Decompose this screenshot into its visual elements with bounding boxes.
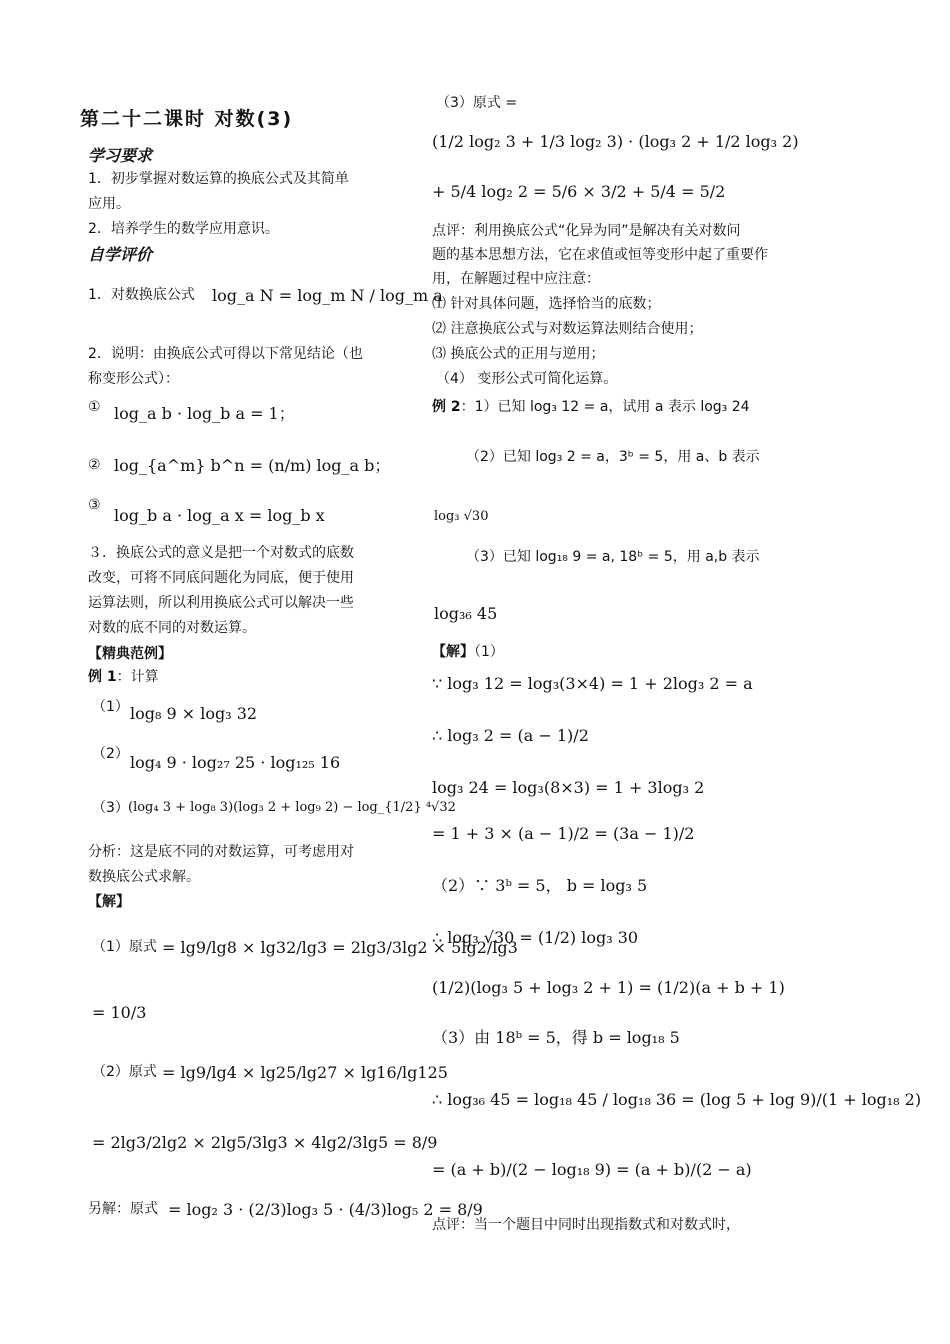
solution-step-4: = 1 + 3 × (a − 1)/2 = (3a − 1)/2 (432, 824, 695, 843)
conclusion-2: log_{a^m} b^n = (n/m) log_a b； (114, 456, 391, 475)
remark-line-1: 2．说明：由换底公式可得以下常见结论（也 (88, 346, 363, 362)
solution-step-1: ∵ log₃ 12 = log₃(3×4) = 1 + 2log₃ 2 = a (432, 674, 753, 693)
solution-heading: 【解】 (88, 894, 130, 910)
conclusion-2-marker: ② (88, 457, 101, 473)
comment-line-1: 点评：利用换底公式“化异为同”是解决有关对数问 (432, 223, 741, 239)
example-2-solution-heading: 【解】 (432, 644, 474, 660)
example-2-question-3: （3）已知 log₁₈ 9 = a, 18ᵇ = 5，用 a,b 表示 (466, 549, 760, 565)
example-2-question-2: （2）已知 log₃ 2 = a，3ᵇ = 5，用 a、b 表示 (466, 449, 760, 465)
example-1-label: 例 1 (88, 669, 117, 685)
requirement-1-cont: 应用。 (88, 196, 130, 212)
requirement-1: 1．初步掌握对数运算的换底公式及其简单 (88, 171, 349, 187)
conclusion-1-marker: ① (88, 399, 101, 415)
problem-1: log₈ 9 × log₃ 32 (130, 704, 258, 723)
meaning-line-1: ３．换底公式的意义是把一个对数式的底数 (88, 545, 354, 561)
example-1-heading (88, 670, 159, 684)
solution-2-label: （2）原式 (92, 1064, 157, 1080)
final-comment: 点评：当一个题目中同时出现指数式和对数式时， (432, 1217, 740, 1233)
conclusion-1: log_a b · log_b a = 1； (114, 404, 295, 423)
conclusion-3: log_b a · log_a x = log_b x (114, 506, 325, 525)
example-2-question-2-target: log₃ √30 (434, 509, 489, 524)
comment-item-3: ⑶ 换底公式的正用与逆用； (432, 346, 605, 362)
example-2-label: 例 2 (432, 399, 461, 415)
examples-heading: 【精典范例】 (88, 646, 172, 662)
remark-line-2: 称变形公式）： (88, 371, 179, 387)
meaning-line-3: 运算法则，所以利用换底公式可以解决一些 (88, 595, 354, 611)
problem-2: log₄ 9 · log₂₇ 25 · log₁₂₅ 16 (130, 753, 341, 772)
analysis-line-2: 数换底公式求解。 (88, 869, 200, 885)
comment-line-2: 题的基本思想方法，它在求值或恒等变形中起了重要作 (432, 247, 768, 263)
problem-1-label: （1） (92, 699, 129, 715)
solution-step-9: ∴ log₃₆ 45 = log₁₈ 45 / log₁₈ 36 = (log 5 + log 9)/(1 + log₁₈ 2) (432, 1090, 922, 1109)
solution-step-3: log₃ 24 = log₃(8×3) = 1 + 3log₃ 2 (432, 778, 705, 797)
solution-step-2: ∴ log₃ 2 = (a − 1)/2 (432, 726, 589, 745)
comment-item-4: （4） 变形公式可简化运算。 (436, 371, 618, 387)
solution-step-5: （2）∵ 3ᵇ = 5， b = log₃ 5 (432, 876, 648, 895)
meaning-line-2: 改变，可将不同底问题化为同底，便于使用 (88, 570, 354, 586)
example-2-text-1: ：1）已知 log₃ 12 = a，试用 a 表示 log₃ 24 (460, 399, 750, 415)
problem-2-label: （2） (92, 746, 129, 762)
alternative-solution: = log₂ 3 · (2/3)log₃ 5 · (4/3)log₅ 2 = 8/9 (168, 1200, 483, 1219)
conclusion-3-marker: ③ (88, 497, 101, 513)
self-study-heading: 自学评价 (88, 245, 153, 264)
example-2-question-1 (432, 400, 750, 414)
problem-3: (log₄ 3 + log₈ 3)(log₃ 2 + log₉ 2) − log_{1/2} ⁴√32 (128, 800, 456, 815)
comment-line-3: 用，在解题过程中应注意： (432, 271, 600, 287)
problem-3-label: （3） (92, 800, 129, 816)
solution-step-10: = (a + b)/(2 − log₁₈ 9) = (a + b)/(2 − a) (432, 1160, 752, 1179)
solution-2: = lg9/lg4 × lg25/lg27 × lg16/lg125 (162, 1063, 448, 1082)
solution-step-7: (1/2)(log₃ 5 + log₃ 2 + 1) = (1/2)(a + b + 1) (432, 978, 785, 997)
page-title: 第二十二课时 对数(3) (80, 108, 294, 130)
example-2-solution-part-1: （1） (474, 644, 504, 660)
analysis-line-1: 分析：这是底不同的对数运算，可考虑用对 (88, 844, 354, 860)
solution-1-result: = 10/3 (92, 1003, 147, 1022)
problem-3-solution-line-2: + 5/4 log₂ 2 = 5/6 × 3/2 + 5/4 = 5/2 (432, 182, 726, 201)
solution-2-result: = 2lg3/2lg2 × 2lg5/3lg3 × 4lg2/3lg5 = 8/9 (92, 1133, 438, 1152)
example-2-question-3-target: log₃₆ 45 (434, 604, 498, 623)
alternative-label: 另解：原式 (88, 1201, 158, 1217)
comment-item-1: ⑴ 针对具体问题，选择恰当的底数； (432, 296, 661, 312)
example-1-text: ：计算 (116, 669, 159, 685)
comment-item-2: ⑵ 注意换底公式与对数运算法则结合使用； (432, 321, 703, 337)
solution-1: = lg9/lg8 × lg32/lg3 = 2lg3/3lg2 × 5lg2/lg3 (162, 938, 518, 957)
meaning-line-4: 对数的底不同的对数运算。 (88, 620, 256, 636)
requirements-heading: 学习要求 (88, 146, 153, 165)
solution-step-8: （3）由 18ᵇ = 5，得 b = log₁₈ 5 (432, 1028, 680, 1047)
problem-3-solution-line-1: (1/2 log₂ 3 + 1/3 log₂ 3) · (log₃ 2 + 1/2 log₃ 2) (432, 132, 799, 151)
problem-3-solution-intro: （3）原式 = (436, 95, 518, 111)
solution-1-label: （1）原式 (92, 939, 157, 955)
solution-step-6: ∴ log₃ √30 = (1/2) log₃ 30 (432, 928, 639, 947)
requirement-2: 2．培养学生的数学应用意识。 (88, 221, 279, 237)
change-of-base-label: 1．对数换底公式 (88, 287, 195, 303)
change-of-base-formula: log_a N = log_m N / log_m a (212, 286, 443, 305)
